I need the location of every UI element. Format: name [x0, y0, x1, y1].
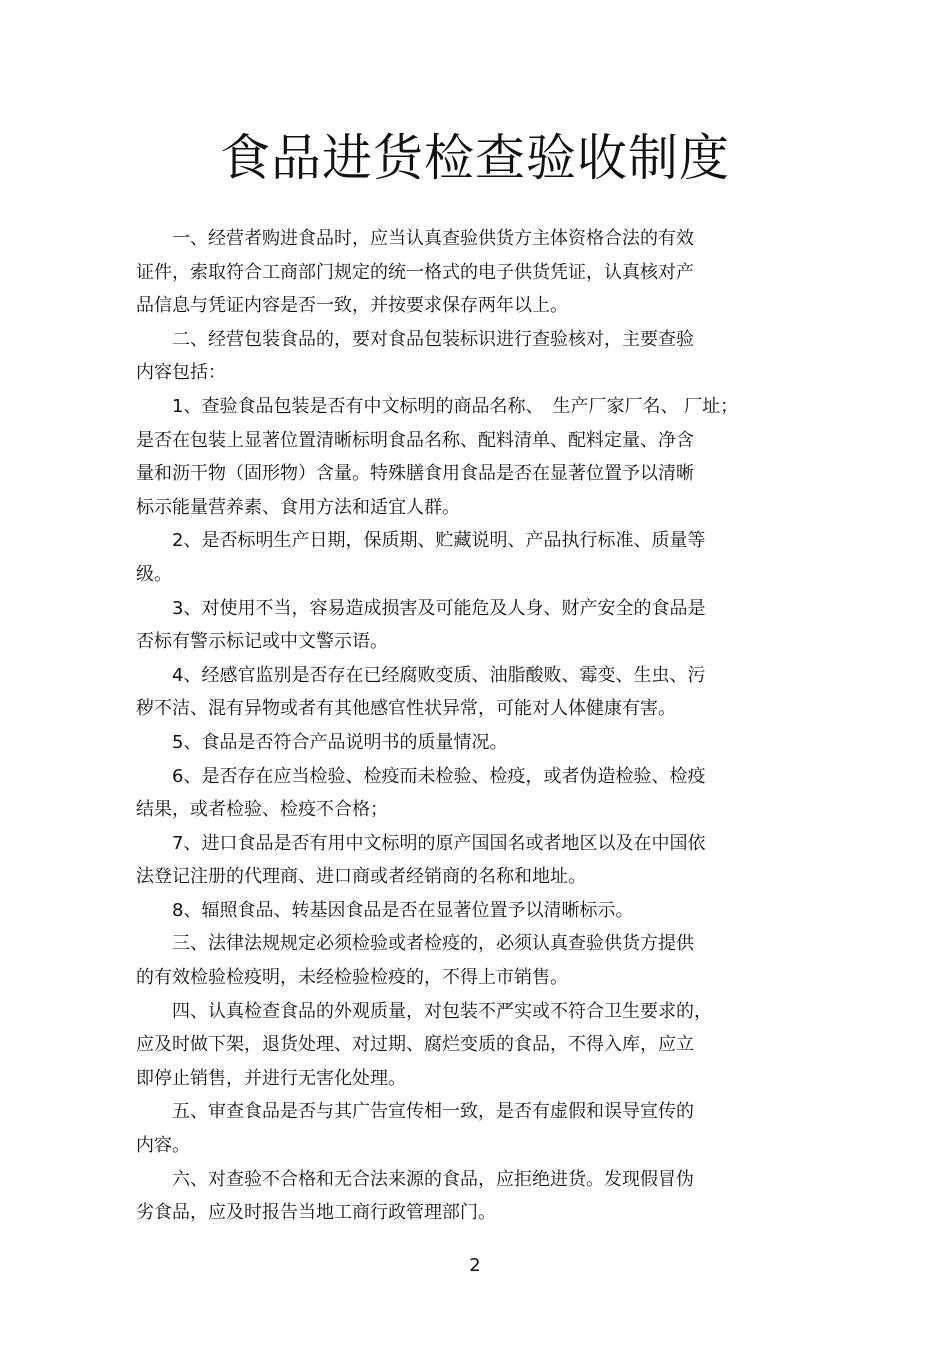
text-line: 证件，索取符合工商部门规定的统一格式的电子供货凭证，认真核对产	[136, 261, 694, 283]
text-line: 法登记注册的代理商、进口商或者经销商的名称和地址。	[136, 866, 586, 888]
text-line: 1、查验食品包装是否有中文标明的商品名称、 生产厂家厂名、 厂址；	[136, 395, 739, 417]
page-number: 2	[469, 1255, 481, 1276]
text-line: 品信息与凭证内容是否一致，并按要求保存两年以上。	[136, 295, 568, 317]
text-line: 是否在包装上显著位置清晰标明食品名称、配料清单、配料定量、净含	[136, 429, 694, 451]
text-line: 4、经感官监别是否存在已经腐败变质、油脂酸败、霉变、生虫、污	[136, 664, 706, 686]
text-line: 5、食品是否符合产品说明书的质量情况。	[136, 731, 508, 753]
text-line: 2、是否标明生产日期，保质期、贮藏说明、产品执行标准、质量等	[136, 530, 706, 552]
text-line: 结果，或者检验、检疫不合格；	[136, 799, 388, 821]
text-line: 三、法律法规规定必须检验或者检疫的，必须认真查验供货方提供	[136, 933, 694, 955]
text-line: 即停止销售，并进行无害化处理。	[136, 1067, 406, 1089]
text-line: 否标有警示标记或中文警示语。	[136, 631, 388, 653]
text-line: 内容包括：	[136, 362, 226, 384]
text-line: 6、是否存在应当检验、检疫而未检验、检疫，或者伪造检验、检疫	[136, 765, 706, 787]
text-line: 二、经营包装食品的，要对食品包装标识进行查验核对，主要查验	[136, 328, 694, 350]
text-line: 应及时做下架，退货处理、对过期、腐烂变质的食品，不得入库，应立	[136, 1034, 694, 1056]
text-line: 劣食品，应及时报告当地工商行政管理部门。	[136, 1202, 496, 1224]
text-line: 一、经营者购进食品时，应当认真查验供货方主体资格合法的有效	[136, 228, 694, 249]
text-line: 六、对查验不合格和无合法来源的食品，应拒绝进货。发现假冒伪	[136, 1168, 694, 1190]
text-line: 级。	[136, 563, 172, 585]
text-line: 内容。	[136, 1135, 190, 1157]
text-line: 量和沥干物（固形物）含量。特殊膳食用食品是否在显著位置予以清晰	[136, 463, 694, 485]
text-line: 标示能量营养素、食用方法和适宜人群。	[136, 496, 460, 518]
document-title: 食品进货检查验收制度	[220, 129, 730, 187]
text-line: 的有效检验检疫明，未经检验检疫的，不得上市销售。	[136, 967, 568, 989]
text-line: 3、对使用不当，容易造成损害及可能危及人身、财产安全的食品是	[136, 597, 706, 619]
text-line: 8、辐照食品、转基因食品是否在显著位置予以清晰标示。	[136, 899, 634, 921]
text-line: 7、进口食品是否有用中文标明的原产国国名或者地区以及在中国依	[136, 832, 706, 854]
text-line: 四、认真检查食品的外观质量，对包装不严实或不符合卫生要求的，	[136, 1000, 712, 1022]
text-line: 五、审查食品是否与其广告宣传相一致，是否有虚假和误导宣传的	[136, 1101, 694, 1123]
text-line: 秽不洁、混有异物或者有其他感官性状异常，可能对人体健康有害。	[136, 698, 676, 720]
document-body	[136, 222, 786, 1230]
